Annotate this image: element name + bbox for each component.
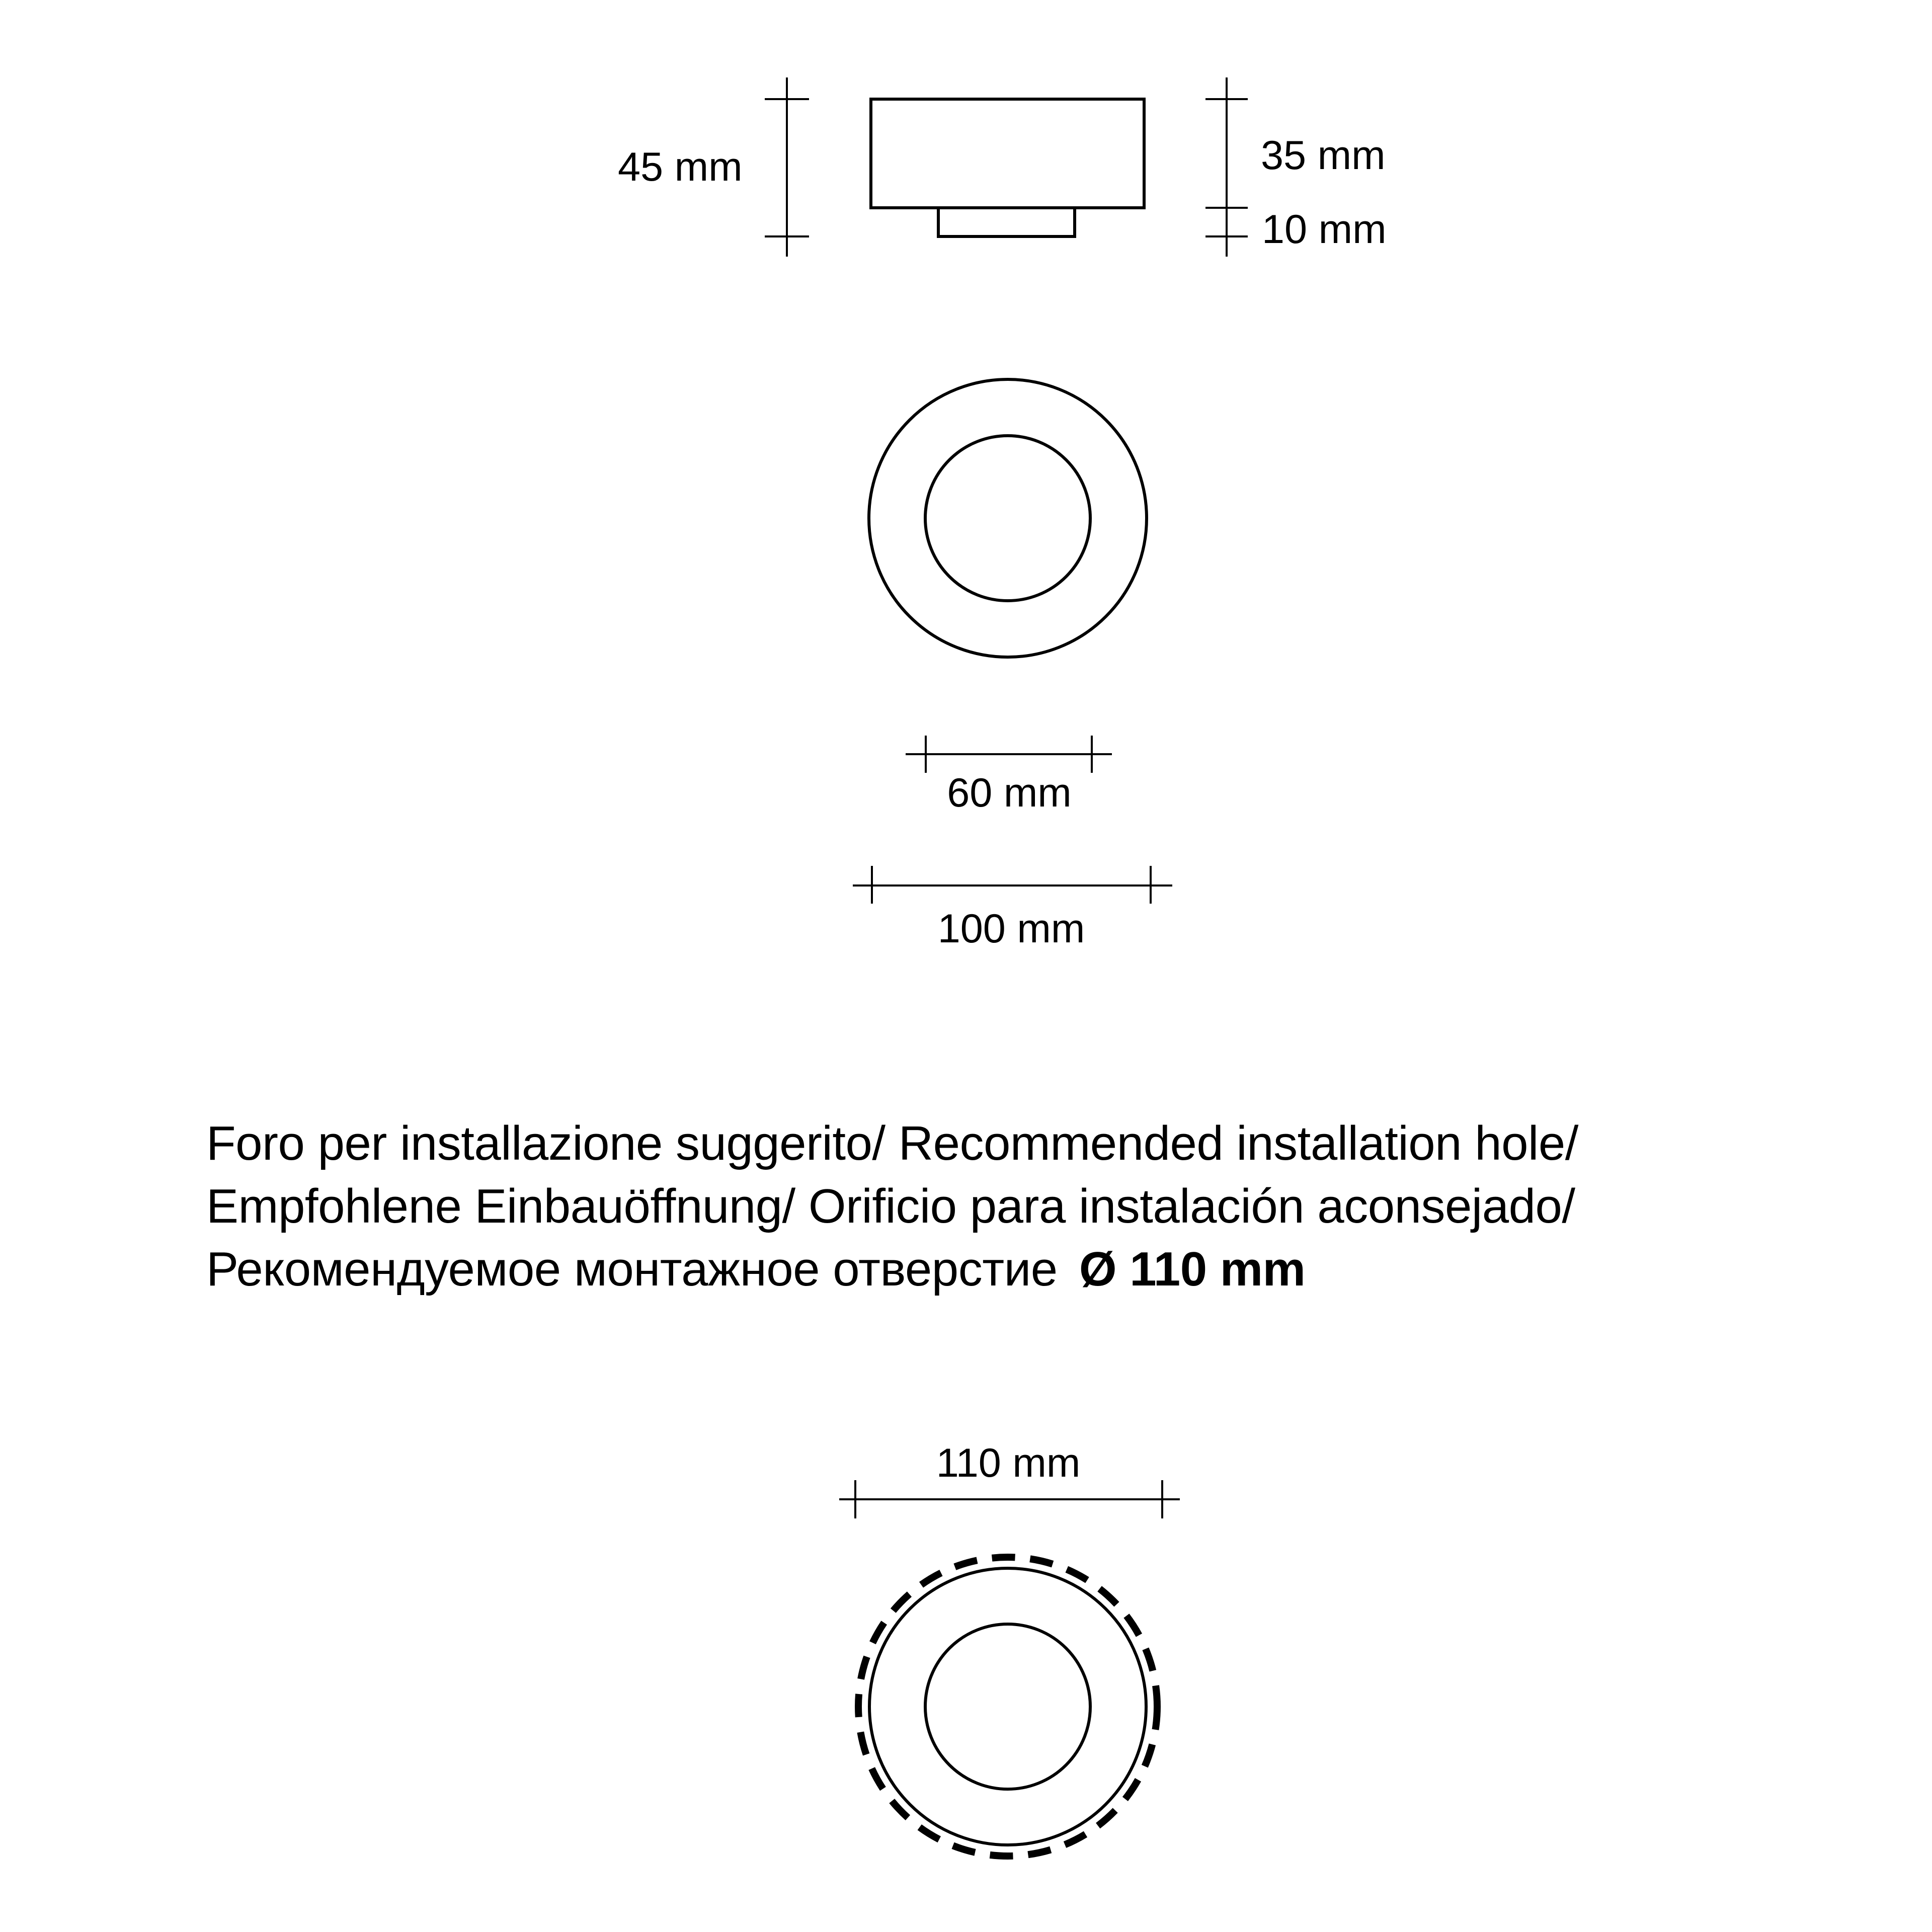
- outer-rim-circle: [869, 379, 1147, 657]
- side-view-drawing: [765, 77, 1248, 257]
- installation-hole-drawing: [839, 1480, 1180, 1856]
- top-outer-diameter-label: 100 mm: [937, 906, 1085, 951]
- installation-note: [206, 1112, 1766, 1301]
- fixture-inner-circle: [925, 1624, 1090, 1789]
- top-view-drawing: [853, 379, 1172, 904]
- fixture-collar-outline: [938, 208, 1075, 236]
- side-total-height-label: 45 mm: [618, 144, 743, 190]
- note-line-1: Foro per installazione suggerito/ Recommended installation hole/: [206, 1116, 1578, 1170]
- installation-hole-diameter-label: 110 mm: [936, 1440, 1081, 1486]
- note-line-2: Empfohlene Einbauöffnung/ Orificio para instalación aconsejado/: [206, 1179, 1575, 1233]
- note-line-3-text: Рекомендуемое монтажное отверстие: [206, 1242, 1058, 1296]
- side-body-height-label: 35 mm: [1261, 133, 1386, 178]
- note-line-3-hole-size: Ø 110 mm: [1079, 1242, 1306, 1296]
- inner-lens-circle: [925, 436, 1090, 601]
- side-collar-height-label: 10 mm: [1262, 207, 1387, 252]
- top-inner-diameter-label: 60 mm: [947, 770, 1072, 816]
- cutout-dashed-circle: [858, 1557, 1157, 1856]
- fixture-body-outline: [871, 99, 1144, 208]
- note-line-3: [206, 1238, 1766, 1301]
- fixture-outer-circle: [869, 1568, 1146, 1845]
